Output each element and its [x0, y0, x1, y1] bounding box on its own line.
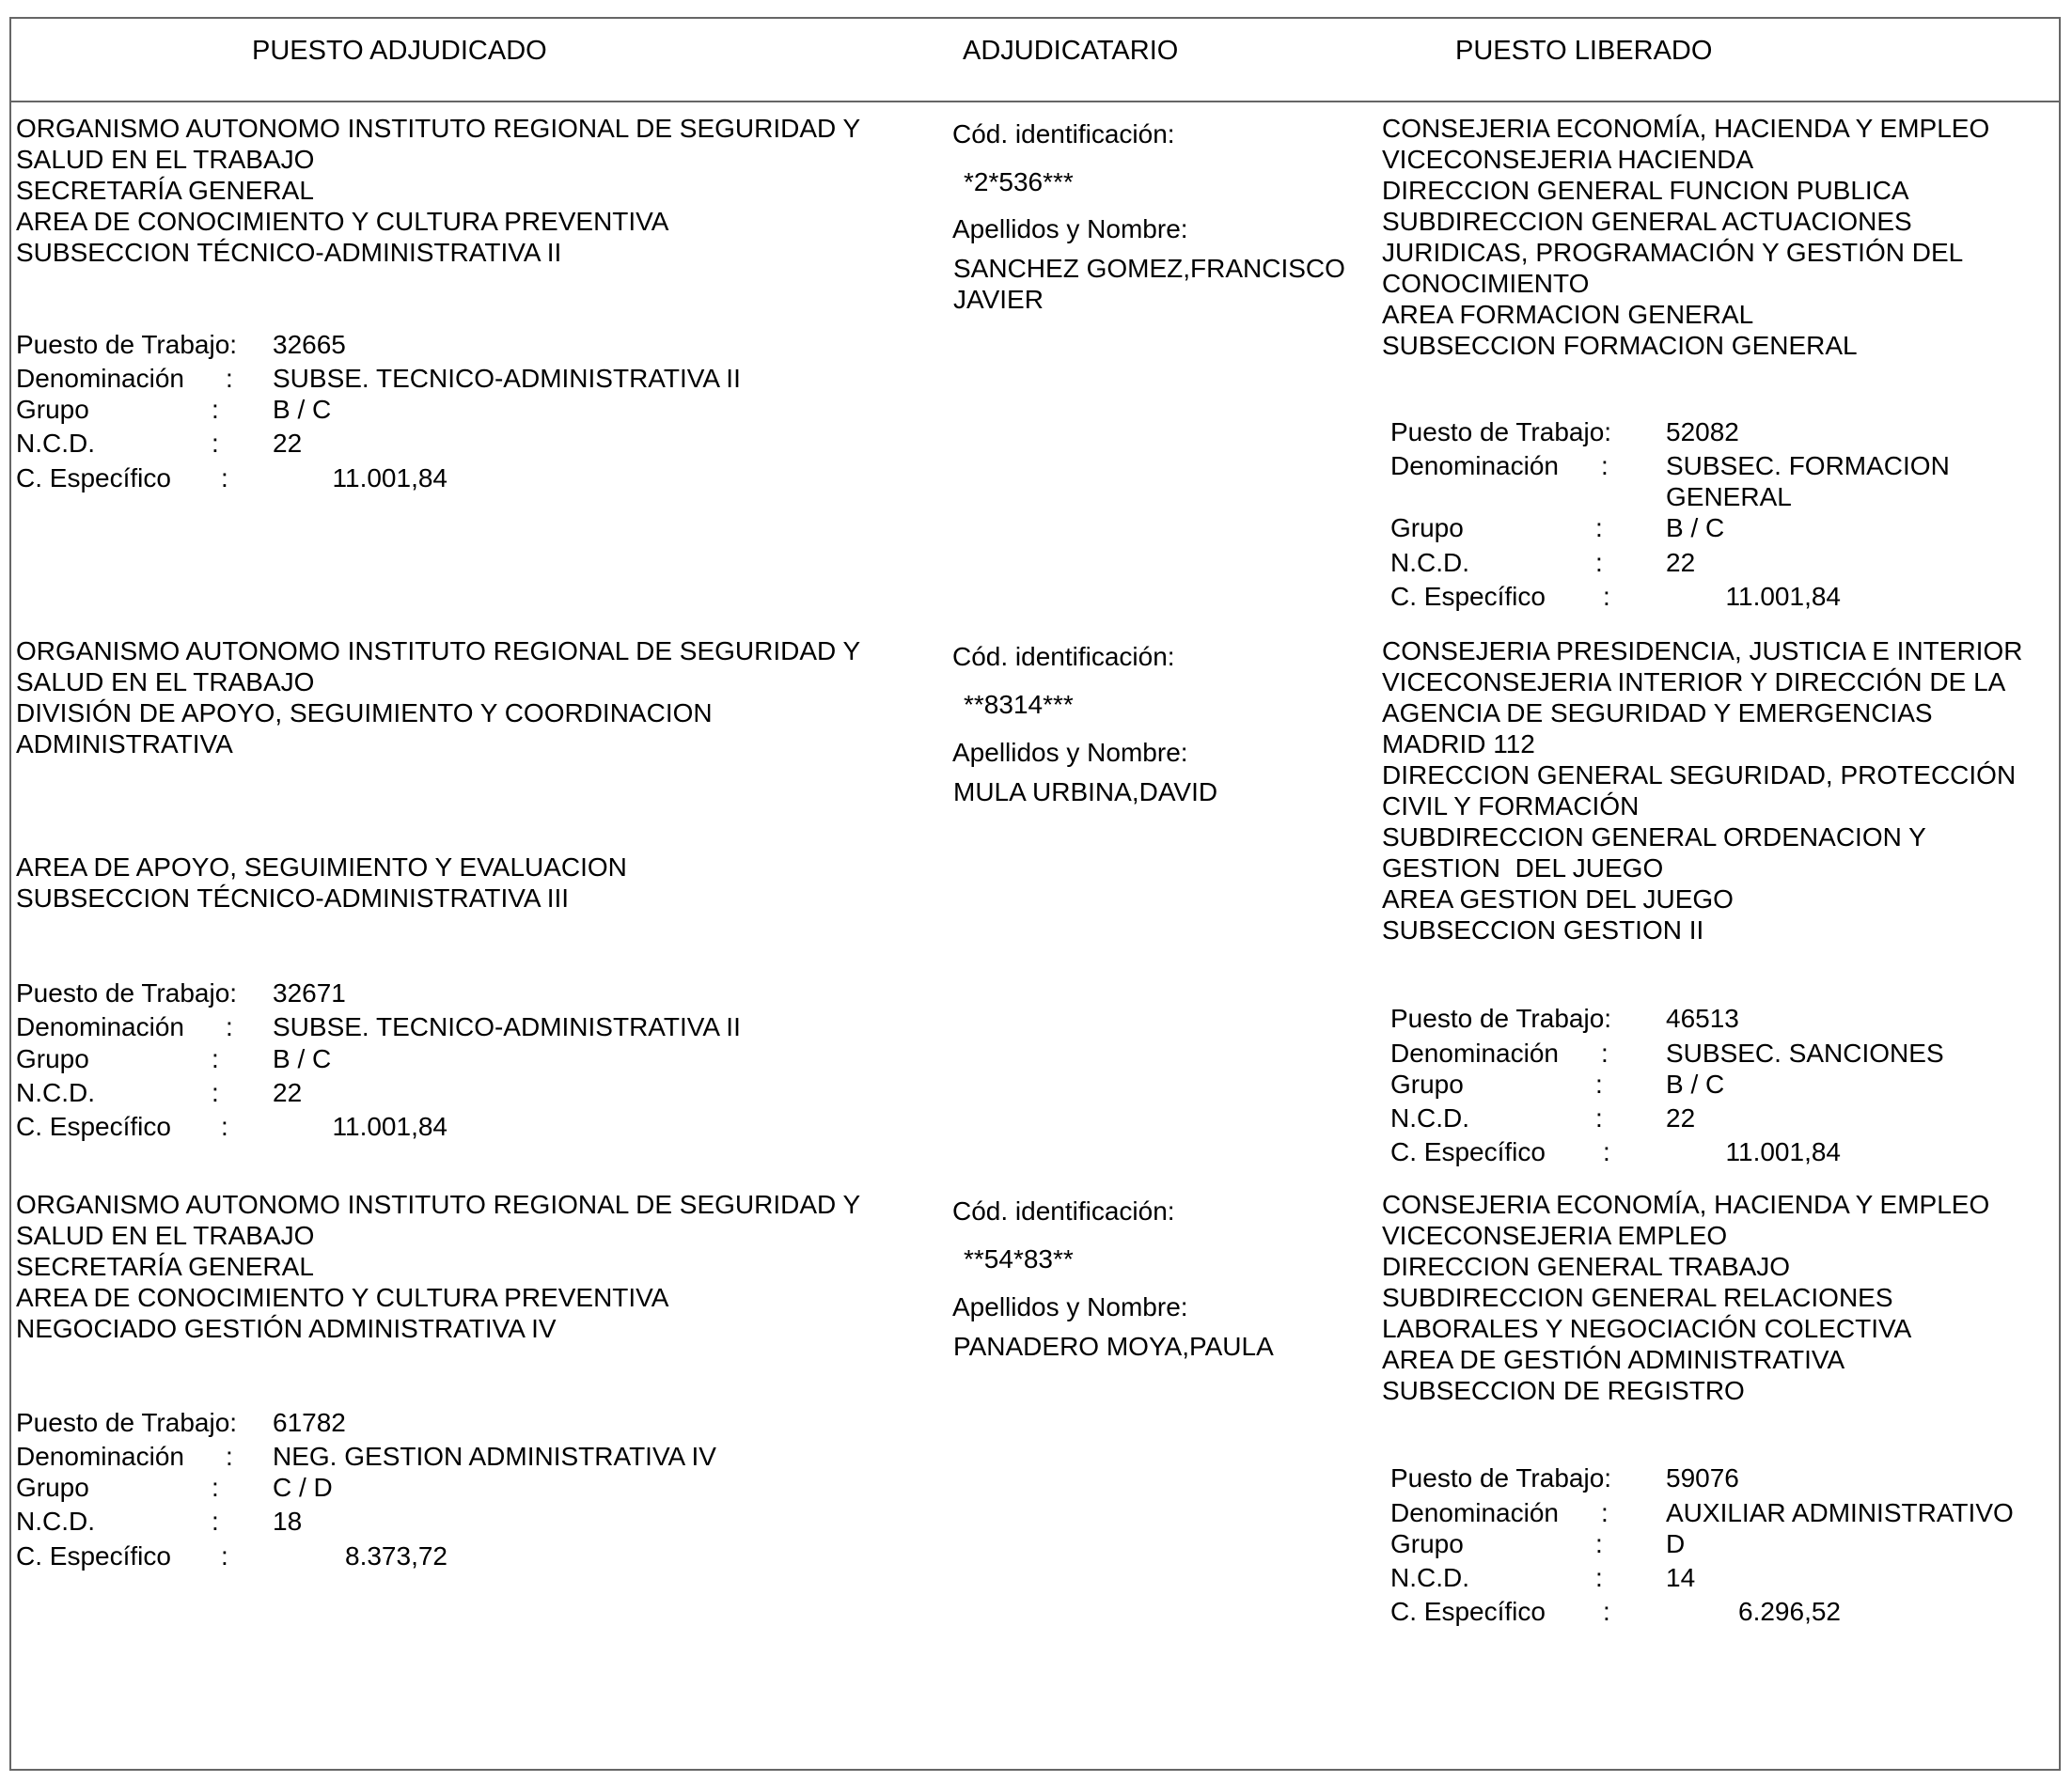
liberado-especifico: 6.296,52: [1738, 1597, 1841, 1626]
label-grupo: Grupo: [16, 395, 89, 424]
label-puesto: Puesto de Trabajo:: [16, 978, 238, 1008]
sep: :: [1595, 548, 1603, 577]
adjudicado-especifico: 8.373,72: [345, 1541, 447, 1571]
adjudicatario-nombre: MULA URBINA,DAVID: [953, 777, 1218, 806]
label-grupo: Grupo: [1390, 1529, 1464, 1558]
sep: :: [1595, 513, 1603, 542]
adjudicado-puesto: 32665: [273, 330, 346, 359]
adjudicado-org: ORGANISMO AUTONOMO INSTITUTO REGIONAL DE SEGURIDAD Y SALUD EN EL TRABAJO SECRETARÍA GENERAL AREA DE CONOCIMIENTO Y CULTURA PREVENTIVA NEGOCIADO GESTIÓN ADMINISTRATIVA IV: [16, 1190, 861, 1343]
liberado-ncd: 22: [1666, 548, 1696, 577]
label-grupo: Grupo: [1390, 1070, 1464, 1099]
liberado-grupo: B / C: [1666, 1070, 1725, 1099]
sep: :: [212, 1473, 219, 1502]
liberado-denominacion: AUXILIAR ADMINISTRATIVO: [1666, 1498, 2014, 1527]
adjudicado-org: ORGANISMO AUTONOMO INSTITUTO REGIONAL DE SEGURIDAD Y SALUD EN EL TRABAJO SECRETARÍA GENERAL AREA DE CONOCIMIENTO Y CULTURA PREVENTIVA SUBSECCION TÉCNICO-ADMINISTRATIVA II: [16, 114, 861, 267]
adjudicatario-cod: **8314***: [964, 690, 1074, 719]
sep: :: [1595, 1103, 1603, 1133]
label-denominacion: Denominación: [1390, 1498, 1559, 1527]
adjudicatario-nombre: PANADERO MOYA,PAULA: [953, 1332, 1274, 1361]
liberado-puesto: 59076: [1666, 1463, 1739, 1493]
label-denominacion: Denominación: [16, 1012, 184, 1041]
label-puesto: Puesto de Trabajo:: [1390, 1004, 1612, 1033]
label-ncd: N.C.D.: [1390, 548, 1469, 577]
sep: :: [1603, 1597, 1610, 1626]
liberado-especifico: 11.001,84: [1725, 582, 1841, 611]
sep: :: [221, 1541, 228, 1571]
label-cod: Cód. identificación:: [952, 642, 1175, 671]
label-grupo: Grupo: [1390, 513, 1464, 542]
adjudicado-grupo: B / C: [273, 395, 332, 424]
sep: :: [1603, 1137, 1610, 1166]
liberado-denominacion: SUBSEC. FORMACION GENERAL: [1666, 451, 1950, 511]
adjudicado-ncd: 18: [273, 1507, 303, 1536]
label-denominacion: Denominación: [1390, 1039, 1559, 1068]
adjudicado-grupo: C / D: [273, 1473, 333, 1502]
liberado-ncd: 22: [1666, 1103, 1696, 1133]
adjudicado-ncd: 22: [273, 1078, 303, 1107]
adjudicado-especifico: 11.001,84: [332, 463, 447, 492]
label-denominacion: Denominación: [16, 364, 184, 393]
label-ncd: N.C.D.: [1390, 1103, 1469, 1133]
adjudicado-especifico: 11.001,84: [332, 1112, 447, 1141]
label-cod: Cód. identificación:: [952, 1196, 1175, 1226]
label-grupo: Grupo: [16, 1044, 89, 1073]
sep: :: [226, 1442, 233, 1471]
sep: :: [221, 463, 228, 492]
sep: :: [1601, 451, 1609, 480]
liberado-puesto: 52082: [1666, 417, 1739, 446]
adjudicatario-cod: *2*536***: [964, 167, 1074, 196]
liberado-denominacion: SUBSEC. SANCIONES: [1666, 1039, 1944, 1068]
label-denominacion: Denominación: [16, 1442, 184, 1471]
liberado-grupo: D: [1666, 1529, 1686, 1558]
adjudicatario-cod: **54*83**: [964, 1244, 1074, 1274]
label-apellidos: Apellidos y Nombre:: [952, 738, 1188, 767]
liberado-grupo: B / C: [1666, 513, 1725, 542]
label-especifico: C. Específico: [1390, 1137, 1546, 1166]
sep: :: [212, 1507, 219, 1536]
adjudicado-puesto: 32671: [273, 978, 346, 1008]
label-ncd: N.C.D.: [16, 1507, 95, 1536]
liberado-org: CONSEJERIA PRESIDENCIA, JUSTICIA E INTERIOR VICECONSEJERIA INTERIOR Y DIRECCIÓN DE LA AGENCIA DE SEGURIDAD Y EMERGENCIAS MADRID 112 DIRECCION GENERAL SEGURIDAD, PROTECCIÓN CIVIL Y FORMACIÓN SUBDIRECCION GENERAL ORDENACION Y GESTION DEL JUEGO AREA GESTION DEL JUEGO SUBSECCION GESTION II: [1382, 636, 2023, 945]
adjudicado-puesto: 61782: [273, 1408, 346, 1437]
label-especifico: C. Específico: [16, 463, 171, 492]
label-especifico: C. Específico: [1390, 582, 1546, 611]
label-especifico: C. Específico: [16, 1112, 171, 1141]
sep: :: [1603, 582, 1610, 611]
sep: :: [212, 1078, 219, 1107]
label-denominacion: Denominación: [1390, 451, 1559, 480]
sep: :: [226, 364, 233, 393]
sep: :: [226, 1012, 233, 1041]
label-ncd: N.C.D.: [16, 429, 95, 458]
label-grupo: Grupo: [16, 1473, 89, 1502]
sep: :: [1595, 1563, 1603, 1592]
label-ncd: N.C.D.: [16, 1078, 95, 1107]
label-cod: Cód. identificación:: [952, 119, 1175, 148]
sep: :: [212, 1044, 219, 1073]
sep: :: [212, 429, 219, 458]
adjudicado-denominacion: SUBSE. TECNICO-ADMINISTRATIVA II: [273, 364, 741, 393]
adjudicado-org: ORGANISMO AUTONOMO INSTITUTO REGIONAL DE SEGURIDAD Y SALUD EN EL TRABAJO DIVISIÓN DE APOYO, SEGUIMIENTO Y COORDINACION ADMINISTRATIVA: [16, 636, 861, 758]
liberado-puesto: 46513: [1666, 1004, 1739, 1033]
adjudicado-org-area: AREA DE APOYO, SEGUIMIENTO Y EVALUACION SUBSECCION TÉCNICO-ADMINISTRATIVA III: [16, 852, 627, 913]
adjudicado-denominacion: SUBSE. TECNICO-ADMINISTRATIVA II: [273, 1012, 741, 1041]
label-puesto: Puesto de Trabajo:: [1390, 1463, 1612, 1493]
adjudicatario-nombre: SANCHEZ GOMEZ,FRANCISCO JAVIER: [953, 254, 1345, 314]
label-puesto: Puesto de Trabajo:: [16, 1408, 238, 1437]
adjudicado-ncd: 22: [273, 429, 303, 458]
sep: :: [221, 1112, 228, 1141]
label-puesto: Puesto de Trabajo:: [16, 330, 238, 359]
label-puesto: Puesto de Trabajo:: [1390, 417, 1612, 446]
label-ncd: N.C.D.: [1390, 1563, 1469, 1592]
header-puesto-adjudicado: PUESTO ADJUDICADO: [252, 36, 547, 66]
adjudicado-denominacion: NEG. GESTION ADMINISTRATIVA IV: [273, 1442, 716, 1471]
header-adjudicatario: ADJUDICATARIO: [963, 36, 1179, 66]
label-apellidos: Apellidos y Nombre:: [952, 214, 1188, 243]
liberado-org: CONSEJERIA ECONOMÍA, HACIENDA Y EMPLEO VICECONSEJERIA HACIENDA DIRECCION GENERAL FUNCION PUBLICA SUBDIRECCION GENERAL ACTUACIONES JURIDICAS, PROGRAMACIÓN Y GESTIÓN DEL CONOCIMIENTO AREA FORMACION GENERAL SUBSECCION FORMACION GENERAL: [1382, 114, 1990, 360]
adjudicado-grupo: B / C: [273, 1044, 332, 1073]
sep: :: [1595, 1070, 1603, 1099]
liberado-especifico: 11.001,84: [1725, 1137, 1841, 1166]
liberado-org: CONSEJERIA ECONOMÍA, HACIENDA Y EMPLEO VICECONSEJERIA EMPLEO DIRECCION GENERAL TRABAJO SUBDIRECCION GENERAL RELACIONES LABORALES Y NEGOCIACIÓN COLECTIVA AREA DE GESTIÓN ADMINISTRATIVA SUBSECCION DE REGISTRO: [1382, 1190, 1990, 1405]
header-puesto-liberado: PUESTO LIBERADO: [1455, 36, 1713, 66]
sep: :: [1595, 1529, 1603, 1558]
label-apellidos: Apellidos y Nombre:: [952, 1292, 1188, 1321]
liberado-ncd: 14: [1666, 1563, 1696, 1592]
sep: :: [1601, 1498, 1609, 1527]
sep: :: [1601, 1039, 1609, 1068]
sep: :: [212, 395, 219, 424]
label-especifico: C. Específico: [1390, 1597, 1546, 1626]
header-divider: [9, 101, 2061, 102]
label-especifico: C. Específico: [16, 1541, 171, 1571]
